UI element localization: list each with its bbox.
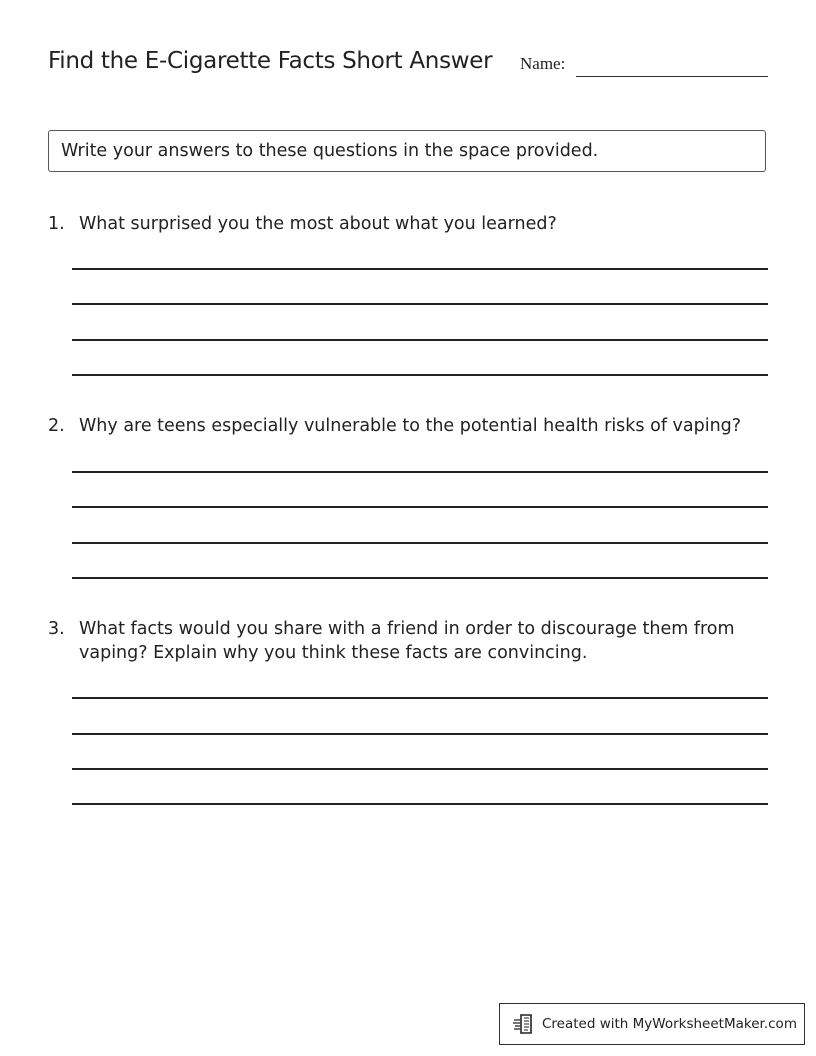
footer-credit-text: Created with MyWorksheetMaker.com: [542, 1016, 797, 1032]
answer-line[interactable]: [72, 303, 768, 305]
answer-line[interactable]: [72, 471, 768, 473]
question-text: What surprised you the most about what you learned?: [79, 214, 557, 234]
question-number: 1.: [48, 214, 65, 234]
answer-line[interactable]: [72, 803, 768, 805]
question-3: [48, 617, 772, 665]
worksheet-maker-logo-icon: [512, 1012, 536, 1036]
name-label: Name:: [520, 54, 566, 73]
answer-line[interactable]: [72, 697, 768, 699]
name-field-line[interactable]: [576, 76, 768, 77]
question-number: 2.: [48, 416, 65, 436]
answer-line[interactable]: [72, 733, 768, 735]
question-text: What facts would you share with a friend in order to discourage them from vaping? Explain why you think these facts are convincing.: [79, 619, 735, 663]
question-1: [48, 212, 772, 236]
answer-line[interactable]: [72, 577, 768, 579]
answer-line[interactable]: [72, 268, 768, 270]
worksheet-title: Find the E-Cigarette Facts Short Answer: [48, 48, 493, 74]
answer-line[interactable]: [72, 374, 768, 376]
question-text: Why are teens especially vulnerable to the potential health risks of vaping?: [79, 416, 742, 436]
answer-line[interactable]: [72, 339, 768, 341]
answer-line[interactable]: [72, 542, 768, 544]
question-number: 3.: [48, 619, 65, 639]
answer-line[interactable]: [72, 768, 768, 770]
question-2: [48, 414, 772, 438]
answer-line[interactable]: [72, 506, 768, 508]
footer-badge[interactable]: [499, 1003, 805, 1045]
instructions-box: Write your answers to these questions in the space provided.: [48, 130, 766, 172]
